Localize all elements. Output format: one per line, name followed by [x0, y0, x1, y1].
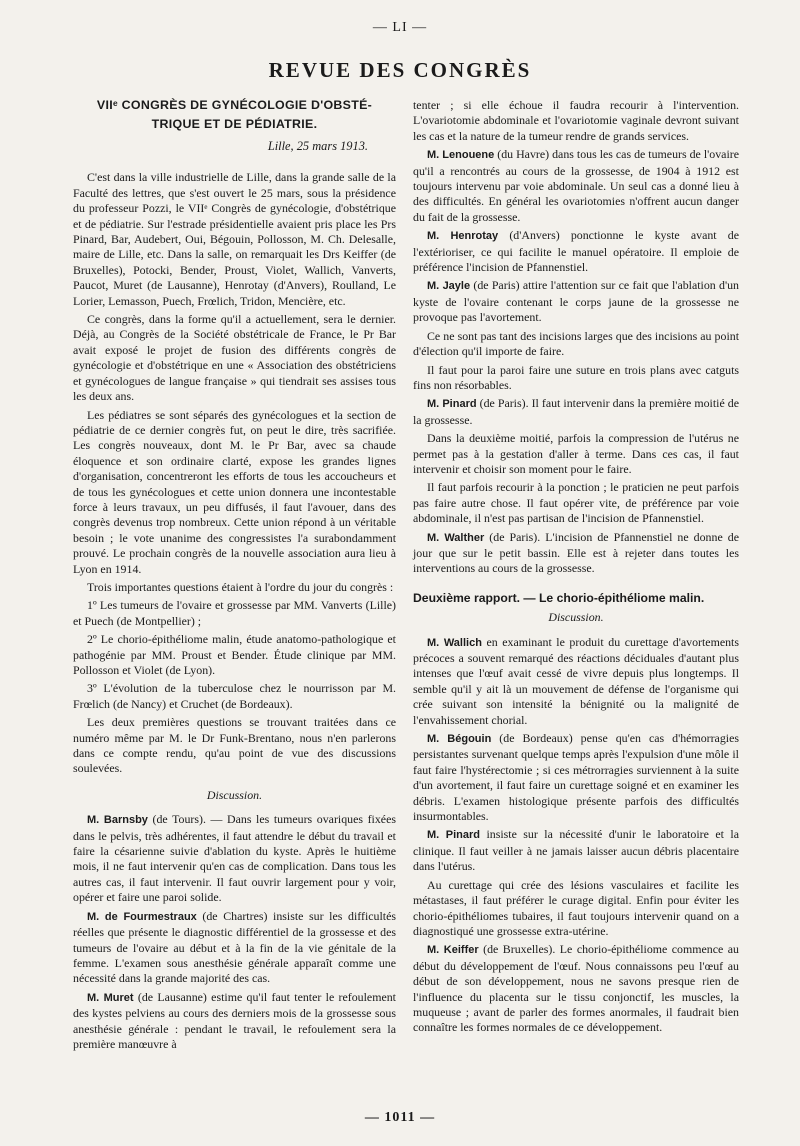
speaker-text: Dans la deuxième moitié, parfois la compression de l'utérus ne permet pas à la gestation d'aller à terme. Dans ces cas, il faut intervenir et choisir son moment pour le faire.	[413, 431, 739, 476]
discussion-item	[413, 635, 739, 728]
speaker-text: (de Lausanne) estime qu'il faut tenter le refoulement des kystes pelviens au cours des derniers mois de la grossesse sous anesthésie générale : pendant le travail, le refoulement sera la première manœuvre à	[73, 989, 396, 1051]
discussion-item	[413, 363, 739, 394]
speaker-name: M. Pinard	[427, 829, 480, 842]
left-column	[73, 96, 396, 1055]
speaker-name: M. Keiffer	[427, 944, 479, 957]
section-title-line1: VIIᵉ CONGRÈS DE GYNÉCOLOGIE D'OBSTÉ-	[96, 98, 373, 112]
speaker-name: M. Muret	[87, 991, 134, 1004]
speaker-text: Il faut parfois recourir à la ponction ; le praticien ne peut parfois pas faire autre chose. Il faut opérer vite, de préférence par voie abdominale, il n'est pas partisan de l'incision de Pfannenstiel.	[413, 480, 739, 526]
speaker-text: (de Bordeaux) pense qu'en cas d'hémorragies persistantes survenant quelque temps après l'expulsion d'une môle il faut faire l'hystérectomie ; si ces métrorragies surviennent à la suite d'un avortement, il faut faire un curettage soigné et en examiner les débris. L'examen histologique présente parfois des difficultés insurmontables.	[413, 731, 739, 824]
discussion-item	[413, 480, 739, 526]
page-title: REVUE DES CONGRÈS	[268, 58, 532, 82]
discussion-item	[413, 147, 739, 225]
speaker-name: M. Henrotay	[427, 230, 499, 243]
discussion-item	[413, 431, 739, 477]
section-title-line2: TRIQUE ET DE PÉDIATRIE.	[151, 117, 318, 131]
speaker-text: (de Chartres) insiste sur les difficultés réelles que présente le diagnostic différentiel de la grossesse et des tumeurs de l'ovaire au début et à la fin de la vie génitale de la femme. L'examen sous anesthésie générale apparaît comme une nécessité dans la grande majorité des cas.	[73, 908, 396, 986]
discussion-item	[413, 228, 739, 275]
discussion-item	[413, 278, 739, 325]
discussion-item	[413, 942, 739, 1035]
speaker-text: en examinant le produit du curettage d'avortements précoces a souvent remarqué des réactions déciduales d'autant plus intenses que l'œuf avait cessé de vivre depuis plus longtemps. Il semble qu'il y ait là un mouvement de défense de l'organisme qui crée suivant son intensité la bénignité ou la malignité de l'envahissement chorial.	[413, 634, 739, 727]
speaker-text: (du Havre) dans tous les cas de tumeurs de l'ovaire qu'il a rencontrés au cours de la grossesse, de 1904 à 1912 est toujours intervenu par voie abdominale. Un seul cas a donné lieu à des difficultés. En général les ovariotomies n'offrent aucun danger du fait de la grossesse.	[413, 147, 739, 224]
discussion-item	[413, 98, 739, 144]
speaker-name: M. Pinard	[427, 398, 477, 411]
paragraph: C'est dans la ville industrielle de Lille, dans la grande salle de la Faculté des lettres, que s'est ouvert le 25 mars, sous la présidence du professeur Pozzi, le VIIᵉ Congrès de gynécologie, d'obstétrique et de pédiatrie. Sur l'estrade présidentielle avaient pris place les Prs Pinard, Bar, Audebert, Oui, Bégouin, Pollosson, M. Ch. Delesalle, maire de Lille, etc. Dans la salle, on remarquait les Drs Keiffer (de Bruxelles), Potocki, Bender, Proust, Violet, Wallich, Vanverts, Paucot, Muret (de Lausanne), Henrotay (d'Anvers), Roulland, Le Lorier, Lemasson, Puech, Frœlich, Tridon, Mencière, etc.	[73, 170, 396, 308]
discussion-item	[73, 990, 396, 1053]
speaker-text: Au curettage qui crée des lésions vasculaires et facilite les métastases, il faut préférer le curage digital. Enfin pour éviter les chorio-épithéliomes tubaires, il faut toujours intervenir quand on a diagnostiqué une grossesse extra-utérine.	[413, 877, 739, 938]
speaker-name: M. Wallich	[427, 636, 482, 649]
discussion-list	[73, 812, 396, 1052]
speaker-text: Ce ne sont pas tant des incisions larges que des incisions au point d'élection qu'il importe de faire.	[413, 328, 739, 359]
discussion-item	[73, 909, 396, 987]
speaker-text: Il faut pour la paroi faire une suture en trois plans avec catguts fins non résorbables.	[413, 362, 739, 392]
discussion-list	[413, 98, 739, 577]
discussion-heading: Discussion.	[206, 787, 263, 802]
speaker-text: (de Paris) attire l'attention sur ce fait que l'ablation d'un kyste de l'ovaire contenant le corps jaune de la grossesse ne provoque pas l'avortement.	[413, 278, 739, 325]
discussion-item	[73, 812, 396, 905]
speaker-name: M. Lenouene	[427, 149, 495, 162]
speaker-text: insiste sur la nécessité d'unir le laboratoire et la clinique. Il faut veiller à ne jamais laisser aucun débris placentaire dans l'utérus.	[413, 827, 739, 874]
discussion-item	[413, 530, 739, 577]
question-item: 3º L'évolution de la tuberculose chez le nourrisson par M. Frœlich (de Nancy) et Cruchet (de Bordeaux).	[73, 681, 396, 711]
speaker-name: M. Walther	[427, 531, 485, 544]
paragraph: Ce congrès, dans la forme qu'il a actuellement, sera le dernier. Déjà, au Congrès de la Société obstétricale de France, le Pr Bar avait exposé le projet de fusion des différents congrès de gynécologie et d'obstétrique en une « Association des obstétriciens et gynécologues de langue française » qui tiendrait ses assises tous les deux ans.	[73, 312, 396, 404]
discussion-item	[413, 329, 739, 360]
discussion-heading: Discussion.	[548, 610, 604, 625]
section-title	[73, 96, 396, 134]
speaker-name: M. Bégouin	[427, 733, 492, 746]
congress-date: Lille, 25 mars 1913.	[267, 139, 368, 153]
speaker-name: M. Jayle	[427, 280, 471, 293]
question-item: 2º Le chorio-épithéliome malin, étude anatomo-pathologique et pathogénie par MM. Proust et Bender. Étude clinique par MM. Pollosson et Violet (de Lyon).	[73, 632, 396, 677]
page-footer-number: — 1011 —	[364, 1110, 436, 1125]
speaker-text: (de Paris). L'incision de Pfannenstiel ne donne de jour que sur le petit bassin. Elle est à rejeter dans toutes les interventions au cours de la grossesse.	[413, 529, 739, 576]
speaker-name: M. Barnsby	[87, 814, 148, 827]
question-item: 1º Les tumeurs de l'ovaire et grossesse par MM. Vanverts (Lille) et Puech (de Montpellier) ;	[73, 598, 396, 628]
discussion-item	[413, 396, 739, 428]
speaker-text: tenter ; si elle échoue il faudra recourir à l'intervention. L'ovariotomie abdominale et l'ovariotomie vaginale devront suivant les cas et la nature de la tumeur rendre de grands services.	[413, 98, 739, 143]
speaker-text: (de Tours). — Dans les tumeurs ovariques fixées dans le pelvis, très adhérentes, il faut attendre le début du travail et faire la césarienne suivie d'ablation du kyste. Après le huitième mois, il ne faut intervenir qu'en cas de complication. Dans tous les autres cas, il faut intervenir. Il faut ouvrir largement pour y voir, opérer et faire une paroi solide.	[73, 812, 396, 905]
discussion-item	[413, 731, 739, 824]
paragraph: Trois importantes questions étaient à l'ordre du jour du congrès :	[87, 579, 394, 594]
speaker-name: M. de Fourmestraux	[87, 910, 197, 923]
discussion-list	[413, 635, 739, 1036]
paragraph: Les pédiatres se sont séparés des gynécologues et la section de pédiatrie de ce dernier congrès fut, on peut le dire, très sacrifiée. Les congrès nouveaux, dont M. le Pr Bar, avec sa chaude éloquence et son ordinaire clarté, expose les grandes lignes d'organisation, concentreront les efforts de tous les accoucheurs et de tous les gynécologues et cette union donnera une incontestable force à leurs travaux, un peu diffusés, il faut l'avouer, dans des congrès devenus trop nombreux. Cette union répond à un véritable besoin ; le vote unanime des congressistes l'a surabondamment prouvé. Le prochain congrès de la nouvelle association aura lieu à Lyon en 1914.	[73, 407, 396, 576]
paragraph: Les deux premières questions se trouvant traitées dans ce numéro même par M. le Dr Funk-Brentano, nous n'en parlerons dans ce compte rendu, qu'au point de vue des discussions soulevées.	[73, 715, 396, 776]
speaker-text: (de Paris). Il faut intervenir dans la première moitié de la grossesse.	[413, 396, 740, 427]
speaker-text: (d'Anvers) ponctionne le kyste avant de l'extérioriser, ce qui facilite le manuel opératoire. Il emploie de préférence l'incision de Pfannenstiel.	[413, 228, 739, 275]
page-header-number: — LI —	[372, 20, 428, 35]
speaker-text: (de Bruxelles). Le chorio-épithéliome commence au début du développement de l'œuf. Nous connaissons peu l'œuf au début de son développement, nous ne savons presque rien de l'influence du placenta sur le tissu conjonctif, les muscles, la muqueuse ; avant de parler des formes anormales, il faudrait bien connaître les formes normales de ce développement.	[413, 942, 739, 1035]
section-title-2: Deuxième rapport. — Le chorio-épithéliome malin.	[413, 590, 705, 605]
discussion-item	[413, 827, 739, 874]
right-column	[413, 98, 739, 1039]
discussion-item	[413, 878, 739, 940]
